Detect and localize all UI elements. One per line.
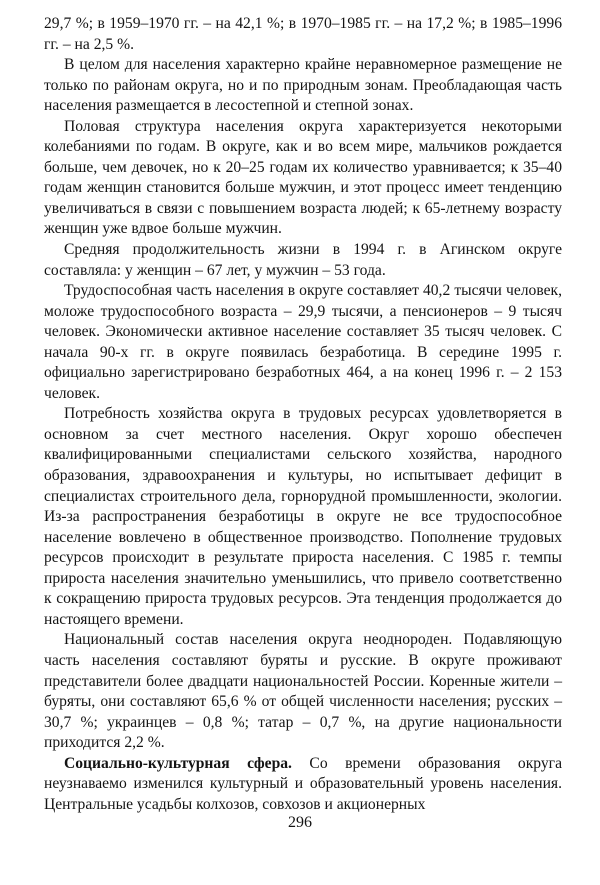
paragraph-sex-structure: Половая структура населения округа характеризуется некоторыми колебаниями по годам. В округе, как и во всем мире, мальчиков рождается больше, чем девочек, но к 20–25 годам их количество уравнивается; к 35–40 годам женщин становится больше мужчин, и этот процесс имеет тенденцию увеличиваться в связи с повышением возраста людей; к 65-летнему возрасту женщин уже вдвое больше мужчин. (44, 117, 562, 238)
paragraph-ethnic-composition: Национальный состав населения округа неоднороден. Подавляющую часть населения составляют буряты и русские. В округе проживают представители более двадцати национальностей России. Коренные жители – буряты, они составляют 65,6 % от общей численности населения; русских – 30,7 %; украинцев – 0,8 %; татар – 0,7 %, на другие национальности приходится 2,2 %. (44, 631, 562, 752)
paragraph-settlement-distribution: В целом для населения характерно крайне неравномерное размещение не только по районам округа, но и по природным зонам. Преобладающая часть населения размещается в лесостепной и степной зонах. (44, 56, 562, 115)
document-page (44, 14, 562, 815)
paragraph-social-cultural-sphere (44, 754, 562, 816)
paragraph-population-growth-tail: 29,7 %; в 1959–1970 гг. – на 42,1 %; в 1970–1985 гг. – на 17,2 %; в 1985–1996 гг. – на 2,5 %. (44, 15, 562, 53)
page-number: 296 (288, 814, 312, 831)
section-lead-text: Со времени образования округа неузнаваемо изменился культурный и образовательный уровень населения. Центральные усадьбы колхозов, совхозов и акционерных (44, 754, 562, 813)
paragraph-labor-demand: Потребность хозяйства округа в трудовых ресурсах удовлетворяется в основном за счет местного населения. Округ хорошо обеспечен квалифицированными специалистами сельского хозяйства, народного образования, здравоохранения и культуры, но испытывает дефицит в специалистах строительного дела, горнорудной промышленности, экологии. Из-за распространения безработицы в округе не все трудоспособное население вовлечено в общественное производство. Пополнение трудовых ресурсов происходит в результате прироста населения. С 1985 г. темпы прироста населения значительно уменьшились, что привело соответственно к сокращению прироста трудовых ресурсов. Эта тенденция продолжается до настоящего времени. (44, 405, 562, 628)
paragraph-life-expectancy: Средняя продолжительность жизни в 1994 г. в Агинском округе составляла: у женщин – 67 лет, у мужчин – 53 года. (44, 241, 562, 279)
section-lead-heading: Социально-культурная сфера. (64, 754, 292, 772)
paragraph-labor-force: Трудоспособная часть населения в округе составляет 40,2 тысячи человек, моложе трудоспособного возраста – 29,9 тысячи, а пенсионеров – 9 тысяч человек. Экономически активное население составляет 35 тысяч человек. С начала 90-х гг. в округе появилась безработица. В середине 1995 г. официально зарегистрировано безработных 464, а на конец 1996 г. – 2 153 человек. (44, 282, 562, 402)
